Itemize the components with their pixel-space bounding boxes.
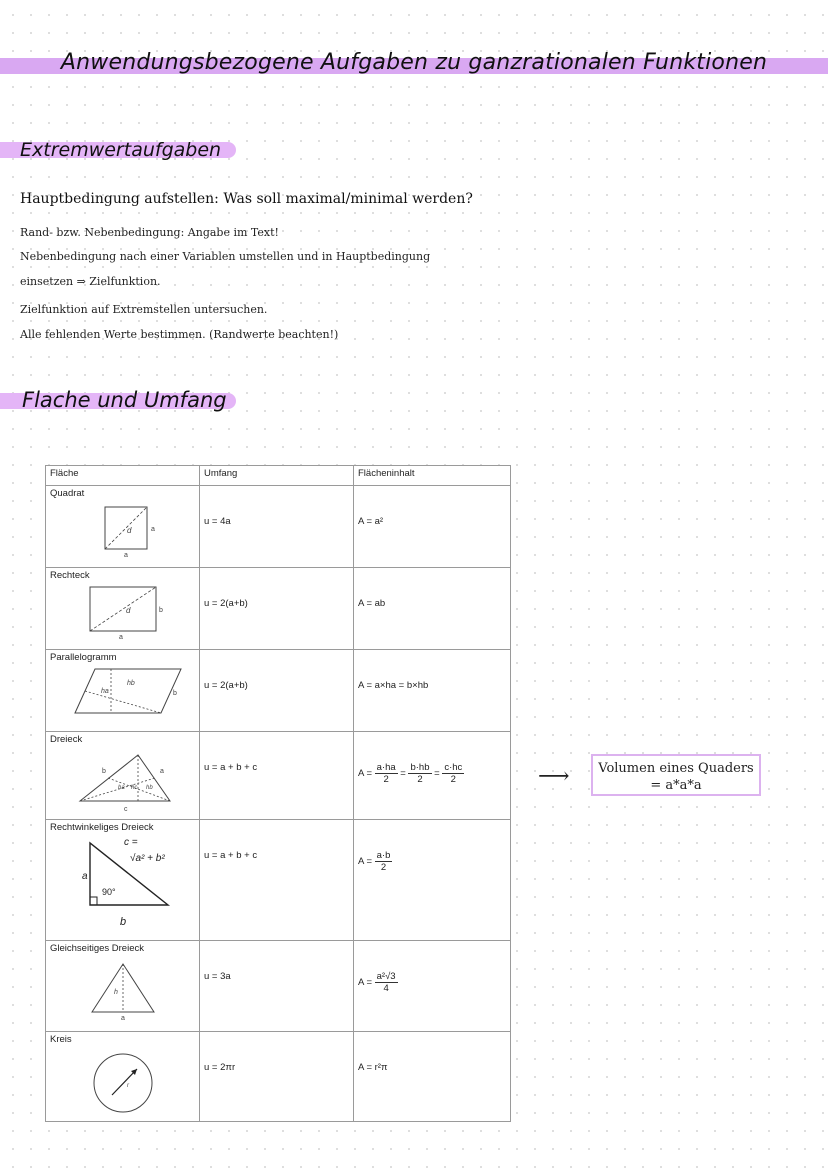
equilateral-triangle-figure bbox=[78, 956, 168, 1022]
note-line-1: Volumen eines Quaders bbox=[598, 761, 754, 776]
fraction: $\frac{a\cdot ha}{2}$ bbox=[376, 762, 396, 785]
formula-prefix: A = bbox=[358, 768, 372, 780]
flaeche-cell: A = a×ha = b×hb bbox=[354, 650, 511, 732]
shape-cell bbox=[46, 732, 200, 820]
shape-cell bbox=[46, 820, 200, 941]
formula-prefix: A = bbox=[358, 856, 372, 868]
umfang-cell: u = 2(a+b) bbox=[200, 568, 354, 650]
table-row bbox=[46, 486, 511, 568]
svg-text:hb: hb bbox=[126, 680, 135, 687]
note-box bbox=[591, 754, 761, 796]
svg-text:b: b bbox=[158, 607, 163, 614]
triangle-figure bbox=[58, 747, 188, 813]
svg-text:a: a bbox=[150, 526, 155, 533]
table-row bbox=[46, 650, 511, 732]
note-line-2: = a*a*a bbox=[650, 778, 702, 793]
svg-text:b: b bbox=[101, 768, 106, 775]
svg-text:a: a bbox=[118, 634, 123, 639]
shape-name: Gleichseitiges Dreieck bbox=[50, 943, 144, 954]
text-line: einsetzen ⇒ Zielfunktion. bbox=[20, 275, 161, 288]
svg-text:a: a bbox=[81, 871, 88, 882]
svg-text:r: r bbox=[126, 1083, 129, 1089]
right-triangle-figure bbox=[68, 835, 178, 931]
text-line: Alle fehlenden Werte bestimmen. (Randwerte beachten!) bbox=[20, 328, 339, 341]
section-title-flaeche: Flache und Umfang bbox=[22, 388, 227, 412]
shape-name: Parallelogramm bbox=[50, 652, 117, 663]
flaeche-cell bbox=[354, 941, 511, 1032]
table-row bbox=[46, 1032, 511, 1122]
svg-text:ha: ha bbox=[117, 785, 125, 791]
shape-cell bbox=[46, 941, 200, 1032]
section-title-extrem: Extremwertaufgaben bbox=[20, 139, 222, 161]
shape-cell bbox=[46, 1032, 200, 1122]
svg-text:a: a bbox=[123, 552, 128, 557]
shape-name: Kreis bbox=[50, 1034, 72, 1045]
text-line: Rand- bzw. Nebenbedingung: Angabe im Text! bbox=[20, 226, 279, 239]
square-figure bbox=[83, 501, 163, 557]
umfang-cell: u = a + b + c bbox=[200, 732, 354, 820]
formula-prefix: A = bbox=[358, 977, 372, 989]
svg-text:d: d bbox=[125, 606, 130, 615]
lead-text: Hauptbedingung aufstellen: Was soll maximal/minimal werden? bbox=[20, 191, 473, 207]
shape-name: Quadrat bbox=[50, 488, 85, 499]
table-row bbox=[46, 568, 511, 650]
svg-text:90°: 90° bbox=[101, 887, 116, 897]
svg-text:c =: c = bbox=[123, 837, 138, 848]
arrow-icon: ⟶ bbox=[538, 764, 570, 789]
rectangle-figure bbox=[78, 583, 168, 639]
flaeche-cell bbox=[354, 820, 511, 941]
shape-name: Rechtwinkeliges Dreieck bbox=[50, 822, 154, 833]
fraction: $\frac{a\cdot b}{2}$ bbox=[376, 850, 391, 873]
svg-text:a: a bbox=[120, 1015, 125, 1022]
umfang-cell: u = a + b + c bbox=[200, 820, 354, 941]
svg-text:c: c bbox=[123, 806, 127, 813]
umfang-cell: u = 3a bbox=[200, 941, 354, 1032]
parallelogram-figure bbox=[53, 665, 193, 721]
shape-cell bbox=[46, 486, 200, 568]
page-title: Anwendungsbezogene Aufgaben zu ganzrationalen Funktionen bbox=[60, 50, 768, 75]
table-row bbox=[46, 941, 511, 1032]
shape-name: Dreieck bbox=[50, 734, 83, 745]
table-header-row bbox=[46, 466, 511, 486]
umfang-cell: u = 4a bbox=[200, 486, 354, 568]
svg-text:b: b bbox=[172, 690, 177, 697]
text-line: Nebenbedingung nach einer Variablen umstellen und in Hauptbedingung bbox=[20, 250, 431, 263]
table-row bbox=[46, 732, 511, 820]
circle-figure bbox=[83, 1047, 163, 1115]
shape-name: Rechteck bbox=[50, 570, 90, 581]
header-flaecheninhalt: Flächeninhalt bbox=[354, 466, 511, 486]
fraction: $\frac{\text{a²√3}}{4}$ bbox=[376, 971, 396, 994]
svg-text:b: b bbox=[119, 916, 126, 928]
fraction: $\frac{c\cdot hc}{2}$ bbox=[444, 762, 463, 785]
umfang-cell: u = 2(a+b) bbox=[200, 650, 354, 732]
flaeche-cell: A = $\frac{a\cdot ha}{2}$ = $\frac{b\cdot hb}{2}$ = $\frac{c\cdot hc}{2}$ bbox=[354, 732, 511, 820]
svg-text:ha: ha bbox=[100, 688, 109, 695]
flaeche-cell: A = r²π bbox=[354, 1032, 511, 1122]
shape-cell bbox=[46, 650, 200, 732]
shape-cell bbox=[46, 568, 200, 650]
formula-table bbox=[45, 465, 511, 1122]
svg-text:h: h bbox=[113, 989, 118, 996]
flaeche-cell: A = ab bbox=[354, 568, 511, 650]
svg-text:√a² + b²: √a² + b² bbox=[129, 853, 165, 864]
svg-text:hc: hc bbox=[130, 785, 137, 791]
umfang-cell: u = 2πr bbox=[200, 1032, 354, 1122]
text-line: Zielfunktion auf Extremstellen untersuchen. bbox=[20, 303, 268, 316]
svg-text:hb: hb bbox=[145, 785, 153, 791]
table-row bbox=[46, 820, 511, 941]
svg-text:d: d bbox=[126, 526, 131, 535]
flaeche-cell: A = a² bbox=[354, 486, 511, 568]
fraction: $\frac{b\cdot hb}{2}$ bbox=[410, 762, 430, 785]
header-flaeche: Fläche bbox=[46, 466, 200, 486]
svg-text:a: a bbox=[159, 768, 164, 775]
header-umfang: Umfang bbox=[200, 466, 354, 486]
